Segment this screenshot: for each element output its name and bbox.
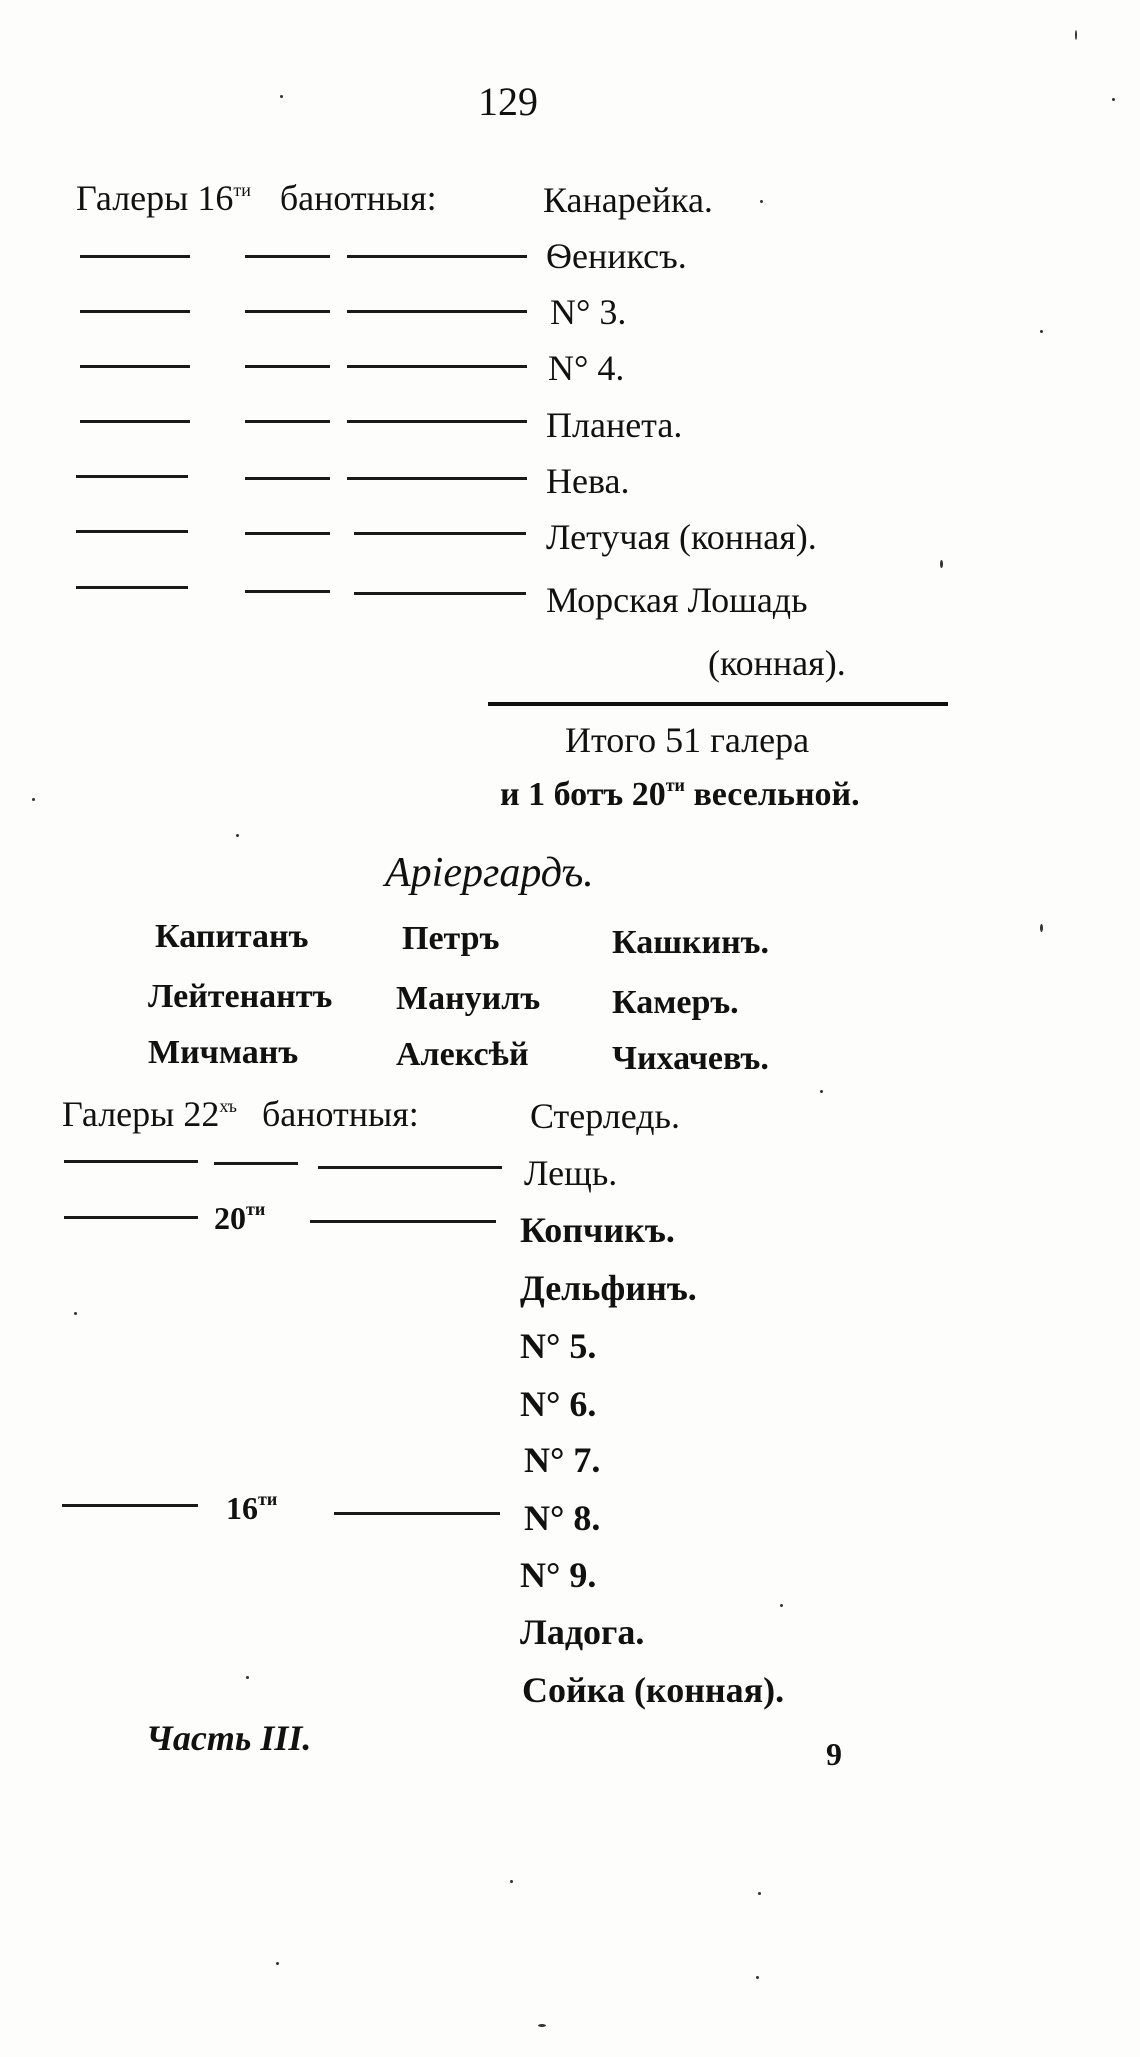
scan-speck [74, 1312, 77, 1315]
ditto-dash [318, 1166, 502, 1169]
ship-name: Ѳениксъ. [546, 236, 687, 276]
ship-name: Канарейка. [543, 180, 713, 220]
ship-name-continuation: (конная). [708, 643, 846, 683]
ditto-dash [214, 1162, 298, 1165]
officer-first-name: Мануилъ [396, 980, 541, 1017]
ditto-dash [80, 255, 190, 258]
ship-name: Стерледь. [530, 1096, 680, 1136]
ditto-dash [347, 310, 527, 313]
scan-speck [1040, 924, 1043, 932]
ditto-dash [76, 586, 188, 589]
scan-speck [280, 95, 283, 98]
section1-header-suffix: банотныя: [279, 178, 437, 218]
ditto-dash [64, 1216, 198, 1219]
officer-last-name: Камеръ. [612, 984, 739, 1021]
ship-name: N° 8. [524, 1498, 601, 1538]
officer-rank: Капитанъ [155, 918, 309, 955]
ditto-dash [347, 477, 527, 480]
oar-count-20 [214, 1200, 265, 1234]
ship-name: Ладога. [520, 1612, 645, 1652]
officer-rank: Мичманъ [148, 1034, 299, 1071]
ship-name: Нева. [546, 461, 630, 501]
ditto-dash [245, 255, 330, 258]
ditto-dash [245, 532, 330, 535]
ditto-dash [76, 530, 188, 533]
total-line-2 [500, 776, 860, 812]
ditto-dash [76, 475, 188, 478]
ship-name: Копчикъ. [520, 1210, 675, 1250]
ship-name: Лещь. [524, 1153, 618, 1193]
ditto-dash [80, 365, 190, 368]
ship-name: N° 9. [520, 1555, 597, 1595]
section1-header [76, 180, 437, 216]
officer-last-name: Чихачевъ. [612, 1040, 769, 1077]
scan-speck [758, 1892, 761, 1895]
ditto-dash [354, 532, 526, 535]
ditto-dash [347, 255, 527, 258]
ship-name: N° 5. [520, 1326, 597, 1366]
section1-header-sup: ти [233, 180, 251, 200]
scan-speck [236, 834, 239, 837]
section2-header [62, 1096, 419, 1132]
scan-speck [276, 1962, 279, 1965]
scan-speck [760, 200, 763, 203]
ship-name: N° 3. [550, 292, 627, 332]
total-line-1: Итого 51 галера [565, 720, 810, 760]
ditto-dash [245, 590, 330, 593]
officer-last-name: Кашкинъ. [612, 924, 770, 961]
ditto-dash [245, 477, 330, 480]
ditto-dash [354, 592, 526, 595]
ditto-dash [245, 420, 330, 423]
page-number: 129 [478, 79, 538, 124]
section1-header-prefix: Галеры 16 [76, 178, 234, 218]
scan-speck [756, 1976, 759, 1979]
ditto-dash [310, 1220, 496, 1223]
scan-speck [510, 1880, 513, 1883]
ditto-dash [64, 1160, 198, 1163]
ship-name: Сойка (конная). [522, 1670, 785, 1710]
scan-speck [1075, 30, 1077, 40]
ship-name: Летучая (конная). [546, 517, 817, 557]
ship-name: N° 7. [524, 1440, 601, 1480]
total-line-2-prefix: и 1 ботъ 20 [500, 776, 666, 813]
ditto-dash [245, 310, 330, 313]
ship-name: N° 6. [520, 1384, 597, 1424]
scan-speck [1112, 98, 1115, 101]
officer-first-name: Алексѣй [396, 1036, 529, 1073]
total-rule [488, 702, 948, 706]
scan-speck [1040, 330, 1043, 333]
section2-header-suffix: банотныя: [261, 1094, 419, 1134]
scan-speck [820, 1090, 823, 1093]
ditto-dash [80, 420, 190, 423]
ship-name: N° 4. [548, 348, 625, 388]
ditto-dash [347, 365, 527, 368]
ditto-dash [80, 310, 190, 313]
ditto-dash [245, 365, 330, 368]
oar-count-16-sup: ти [258, 1489, 278, 1509]
oar-count-20-number: 20 [214, 1200, 246, 1236]
oar-count-16 [226, 1490, 277, 1524]
section2-header-sup: хъ [219, 1096, 237, 1116]
ship-name: Планета. [546, 405, 683, 445]
scan-speck [780, 1604, 783, 1607]
scan-speck [940, 560, 943, 568]
part-label: Часть III. [146, 1718, 312, 1758]
ditto-dash [62, 1504, 198, 1507]
scan-speck [32, 798, 35, 801]
total-line-2-sup: ти [665, 775, 685, 795]
scan-speck [246, 1676, 249, 1679]
total-line-2-suffix: весельной. [693, 776, 860, 813]
ship-name: Морская Лошадь [546, 580, 808, 620]
officer-first-name: Петръ [402, 920, 500, 957]
ditto-dash [334, 1512, 500, 1515]
section2-header-prefix: Галеры 22 [62, 1094, 220, 1134]
oar-count-20-sup: ти [246, 1199, 266, 1219]
officer-rank: Лейтенантъ [148, 978, 333, 1015]
ship-name: Дельфинъ. [520, 1268, 697, 1308]
rearguard-title: Аріергардъ. [385, 850, 594, 896]
oar-count-16-number: 16 [226, 1490, 258, 1526]
scan-speck [538, 2024, 546, 2027]
signature-mark: 9 [826, 1736, 842, 1772]
ditto-dash [347, 420, 527, 423]
